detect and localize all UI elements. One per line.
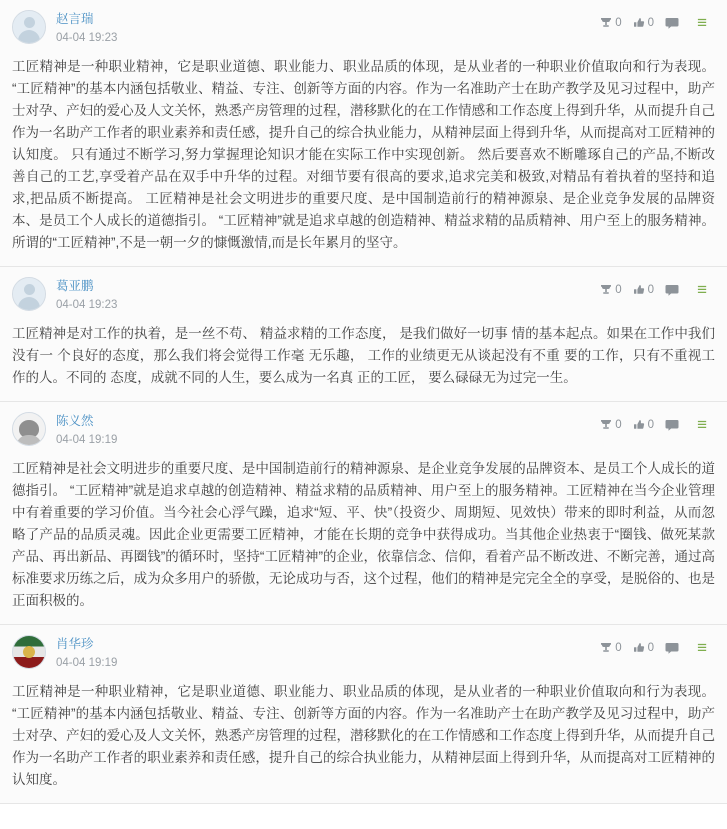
like-action[interactable] [633, 16, 654, 30]
avatar[interactable] [12, 635, 46, 669]
post-timestamp: 04-04 19:19 [56, 434, 118, 446]
comment-action[interactable] [665, 17, 682, 29]
post-actions [600, 13, 707, 32]
comment-action[interactable] [665, 642, 682, 654]
trophy-icon [600, 17, 612, 29]
post-body: 工匠精神是社会文明进步的重要尺度、是中国制造前行的精神源泉、是企业竞争发展的品牌资本、是员工个人成长的道德指引。 “工匠精神”就是追求卓越的创造精神、精益求精的品质精神、用户至上的服务精神。工匠精神在当今企业管理中有着重要的学习价值。当今社会心浮气躁，追求“短、平、快”（投资少、周期短、见效快）带来的即时利益，从而忽略了产品的品质灵魂。因此企业更需要工匠精神，才能在长期的竞争中获得成功。当其他企业热衷于“圈钱、做死某款产品、再出新品、再圈钱”的循环时，坚持“工匠精神”的企业，依靠信念、信仰，看着产品不断改进、不断完善，通过高标准要求历练之后，成为众多用户的骄傲，无论成功与否，这个过程，他们的精神是完完全全的享受，是脱俗的、也是正面积极的。 [12, 461, 715, 608]
post-body: 工匠精神是一种职业精神，它是职业道德、职业能力、职业品质的体现，是从业者的一种职业价值取向和行为表现。 “工匠精神”的基本内涵包括敬业、精益、专注、创新等方面的内容。作为一名准助产士在助产教学及见习过程中，助产士对孕、产妇的爱心及人文关怀，熟悉产房管理的过程，潜移默化的在工作情感和工作态度上得到升华，从而提升自己作为一名助产工作者的职业素养和责任感，提升自己的综合执业能力，从精神层面上得到升华，从而提高对工匠精神的认知度。 只有通过不断学习,努力掌握理论知识才能在实际工作中实现创新。 然后要喜欢不断雕琢自己的产品,不断改善自己的工艺,享受着产品在双手中升华的过程。对细节要有很高的要求,追求完美和极致,对精品有着执着的坚持和追求,把品质不断提高。 工匠精神是社会文明进步的重要尺度、是中国制造前行的精神源泉、是企业竞争发展的品牌资本、是员工个人成长的道德指引。 “工匠精神”就是追求卓越的创造精神、精益求精的品质精神、用户至上的服务精神。 所谓的“工匠精神”,不是一朝一夕的慷慨激情,而是长年累月的坚守。 [12, 59, 719, 250]
post-header [12, 412, 715, 454]
like-count: 0 [647, 17, 655, 29]
post-body: 工匠精神是对工作的执着，是一丝不苟、 精益求精的工作态度， 是我们做好一切事 情的基本起点。如果在工作中我们没有一 个良好的态度，那么我们将会觉得工作毫 无乐趣， 工作的业绩更无从谈起没有不重 要的工作，只有不重视工作的人。不同的 态度，成就不同的人生，要么成为一名真 正的工匠， 要么碌碌无为过完一生。 [12, 326, 715, 385]
comment-icon [665, 17, 679, 29]
avatar[interactable] [12, 10, 46, 44]
thumbs-up-icon [633, 419, 645, 431]
award-action[interactable] [600, 283, 621, 297]
comment-action[interactable] [665, 284, 682, 296]
thumbs-up-icon [633, 284, 645, 296]
post-timestamp: 04-04 19:23 [56, 299, 118, 311]
award-action[interactable] [600, 16, 621, 30]
post-header [12, 635, 715, 677]
award-action[interactable] [600, 418, 621, 432]
trophy-icon [600, 284, 612, 296]
like-action[interactable] [633, 641, 654, 655]
comment-action[interactable] [665, 419, 682, 431]
thumbs-up-icon [633, 17, 645, 29]
post-actions [600, 415, 707, 434]
post-item [0, 267, 727, 402]
thumbs-up-icon [633, 642, 645, 654]
trophy-icon [600, 419, 612, 431]
comment-icon [665, 284, 679, 296]
post-actions [600, 280, 707, 299]
post-menu-button[interactable]: ≡ [697, 638, 707, 657]
post-author-link[interactable]: 葛亚鹏 [56, 279, 94, 293]
avatar-flag-icon [13, 636, 45, 668]
avatar-person-icon [13, 278, 45, 310]
post-item [0, 0, 727, 267]
award-count: 0 [615, 17, 622, 29]
post-item [0, 402, 727, 625]
trophy-icon [600, 642, 612, 654]
post-menu-button[interactable]: ≡ [697, 13, 707, 32]
like-action[interactable] [633, 418, 654, 432]
post-author-link[interactable]: 肖华珍 [56, 637, 94, 651]
post-item [0, 625, 727, 804]
post-timestamp: 04-04 19:19 [56, 657, 118, 669]
like-count: 0 [647, 419, 655, 431]
avatar-person-icon [13, 11, 45, 43]
post-menu-button[interactable]: ≡ [697, 415, 707, 434]
post-header [12, 277, 715, 319]
post-menu-button[interactable]: ≡ [697, 280, 707, 299]
like-count: 0 [647, 642, 655, 654]
post-body: 工匠精神是一种职业精神，它是职业道德、职业能力、职业品质的体现，是从业者的一种职业价值取向和行为表现。 “工匠精神”的基本内涵包括敬业、精益、专注、创新等方面的内容。作为一名准助产士在助产教学及见习过程中，助产士对孕、产妇的爱心及人文关怀，熟悉产房管理的过程，潜移默化的在工作情感和工作态度上得到升华，从而提升自己作为一名助产工作者的职业素养和责任感，提升自己的综合执业能力，从精神层面上得到升华，从而提高对工匠精神的认知度。 [12, 684, 719, 787]
comment-icon [665, 642, 679, 654]
like-count: 0 [647, 284, 655, 296]
award-count: 0 [615, 419, 622, 431]
award-action[interactable] [600, 641, 621, 655]
award-count: 0 [615, 284, 622, 296]
avatar[interactable] [12, 277, 46, 311]
avatar[interactable] [12, 412, 46, 446]
award-count: 0 [615, 642, 622, 654]
comment-icon [665, 419, 679, 431]
post-actions [600, 638, 707, 657]
like-action[interactable] [633, 283, 654, 297]
post-author-link[interactable]: 陈义然 [56, 414, 94, 428]
post-timestamp: 04-04 19:23 [56, 32, 118, 44]
avatar-cat-icon [13, 413, 45, 445]
post-header [12, 10, 715, 52]
post-author-link[interactable]: 赵言瑞 [56, 12, 94, 26]
